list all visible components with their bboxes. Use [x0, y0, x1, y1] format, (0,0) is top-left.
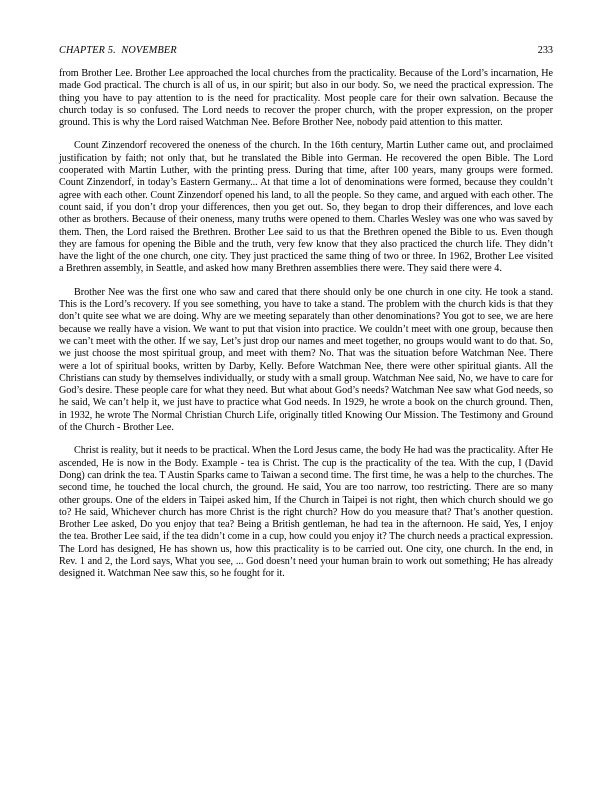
paragraph-zinzendorf: Count Zinzendorf recovered the oneness of the church. In the 16th century, Martin Luther came out, and proclaimed justification by faith; not only that, but he translated the Bible into German. He recovered the open Bible. The Lord cooperated with Martin Luther, with the printing press. During that time, after 100 years, many groups were formed. Count Zinzendorf, in today’s Eastern Germany... At that time a lot of denominations were formed, because they couldn’t agree with each other. Count Zinzendorf opened his land, to all the people. So they came, and argued with each other. The count said, if you don’t drop your differences, then you get out. So, they began to drop their differences, and love each other as brothers. Because of their oneness, many truths were opened to them. Charles Wesley was one who was saved by them. Then, the Lord raised the Brethren. Brother Lee said to us that the Brethren opened the Bible to us. Even though they are famous for opening the Bible and the truth, very few know that they also practiced the church life. They didn’t have the light of the one church, one city. They just practiced the same thing of two or three. In 1962, Brother Lee visited a Brethren assembly, in Seattle, and asked how many Brethren assemblies there were. They said there were 4. — [59, 140, 553, 275]
paragraph-continuation: from Brother Lee. Brother Lee approached the local churches from the practicality. Because of the Lord’s incarnation, He made God practical. The church is all of us, in our spirit; but also in our body. So, we need the practical expression. The thing you have to pay attention to is the need for practicality. Most people care for their own salvation. Because the church today is so confused. The Lord needs to recover the proper church, with the proper expression, on the proper ground. This is why the Lord raised Watchman Nee. Before Brother Nee, nobody paid attention to this matter. — [59, 68, 553, 129]
page-number: 233 — [537, 45, 553, 56]
chapter-running-head: CHAPTER 5. NOVEMBER — [59, 45, 177, 56]
running-header — [59, 45, 553, 56]
paragraph-brother-nee: Brother Nee was the first one who saw and cared that there should only be one church in one city. He took a stand. This is the Lord’s recovery. If you see something, you have to take a stand. The problem with the church kids is that they don’t quite see what we are doing. Why are we meeting separately than other denominations? You got to see, we are here because we really have a vision. We want to put that vision into practice. We couldn’t meet with one group, because then we can’t meet with the other. If we say, Let’s just drop our names and meet together, no groups would want to do that. So, we just choose the most spiritual group, and meet with them? No. That was the situation before Watchman Nee. There were a lot of spiritual books, written by Darby, Kelly. Before Watchman Nee, there were other spiritual giants. All the Christians can study by themselves individually, or study with a small group. Watchman Nee said, No, we have to care for God’s desire. These people care for what they need. But what about God’s needs? Watchman Nee saw what God needs, so he said, We can’t help it, we just have to practice what God needs. In 1929, he wrote a book on the church ground. Then, in 1932, he wrote The Normal Christian Church Life, originally titled Knowing Our Mission. The Testimony and Ground of the Church - Brother Lee. — [59, 286, 553, 434]
page-body — [59, 68, 553, 592]
paragraph-christ-is-reality: Christ is reality, but it needs to be practical. When the Lord Jesus came, the body He had was the practicality. After He ascended, He is now in the Body. Example - tea is Christ. The cup is the practicality of the tea. With the cup, I (David Dong) can drink the tea. T Austin Sparks came to Taiwan a second time. The first time, he was a help to the churches. The second time, he touched the local church, the ground. He said, You are too narrow, too restricting. There are so many other groups. One of the elders in Taipei asked him, If the Church in Taipei is not right, then which church should we go to? He said, Whichever church has more Christ is the right church? How do you measure that? That’s another question. Brother Lee asked, Do you enjoy that tea? Being a British gentleman, he had tea in the afternoon. He said, Yes, I enjoy the tea. Brother Lee said, if the tea didn’t come in a cup, how could you enjoy it? The church needs a practical expression. The Lord has designed, He has shown us, how this practicality is to be carried out. One city, one church. In the end, in Rev. 1 and 2, the Lord says, What you see, ... God doesn’t need your human brain to work out something; He has already designed it. Watchman Nee saw this, so he fought for it. — [59, 445, 553, 580]
